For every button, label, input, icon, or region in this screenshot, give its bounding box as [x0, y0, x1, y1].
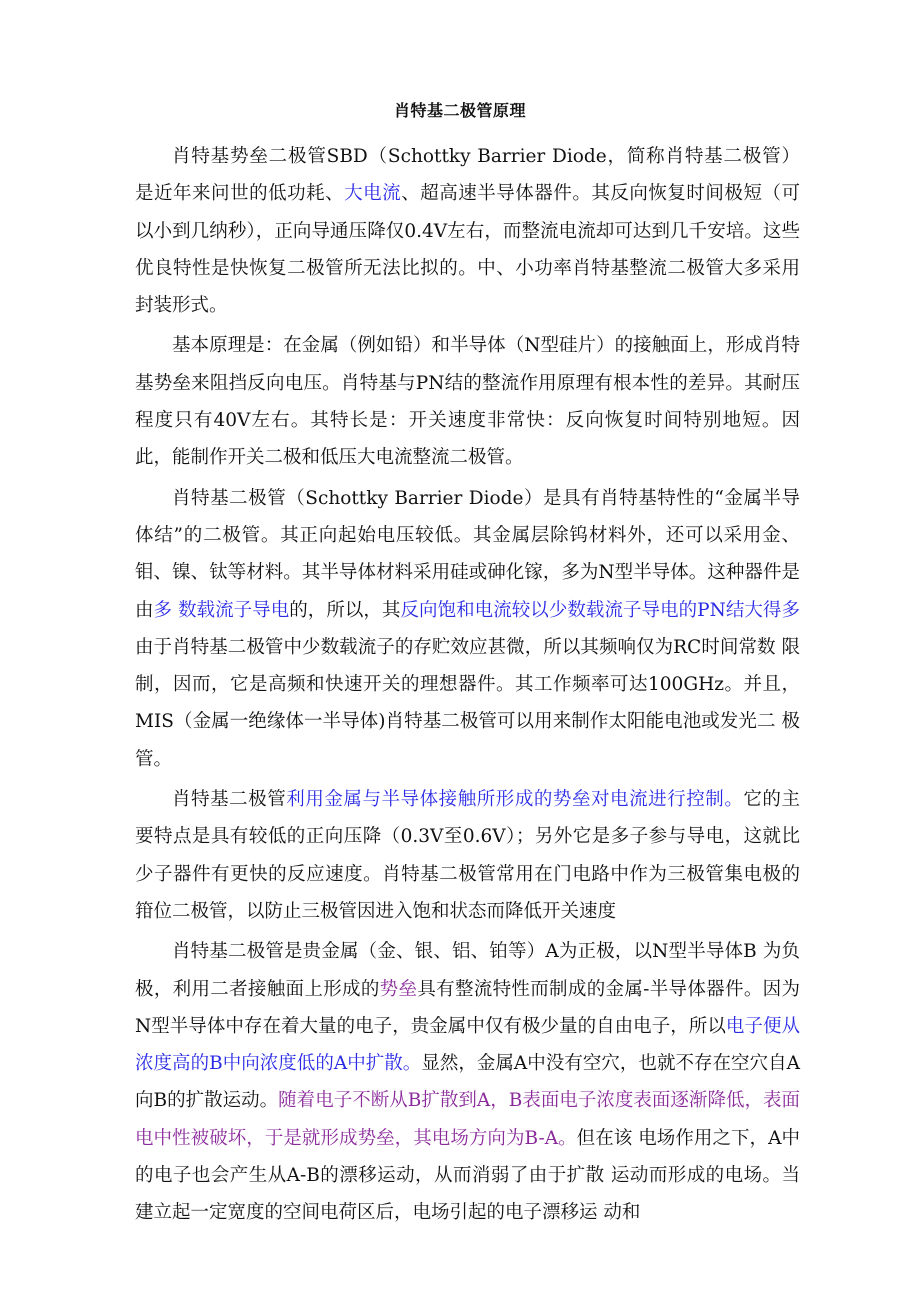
paragraph — [135, 138, 800, 324]
highlighted-text-segment: 电子便从浓度高的B中向浓度低的A中扩散。 — [135, 1015, 800, 1075]
text-segment: 肖特基二极管（Schottky Barrier Diode）是具有肖特基特性的“金属半导体结”的二极管。其正向起始电压较低。其金属层除钨材料外，还可以采用金、钼、镍、钛等材料。其半导体材料采用硅或砷化镓，多为N型半导体。这种器件是由 — [135, 487, 800, 621]
document-title: 肖特基二极管原理 — [393, 101, 526, 120]
text-segment: 的，所以，其 — [289, 599, 401, 621]
highlighted-text-segment: 利用金属与半导体接触所形成的势垒对电流进行控制。 — [286, 789, 744, 811]
highlighted-text-segment: 大电流 — [344, 183, 402, 205]
paragraph — [135, 781, 800, 930]
highlighted-text-segment: 势垒 — [379, 978, 418, 1000]
text-segment: 、超高速半导体器件。其反向恢复时间极短（可以小到几纳秒），正向导通压降仅0.4V左右，而整流电流却可达到几千安培。这些优良特性是快恢复二极管所无法比拟的。中、小功率肖特基整流二极管大多采用封装形式。 — [135, 183, 800, 317]
paragraph — [135, 480, 800, 778]
highlighted-text-segment: 反向饱和电流较以少数载流子导电的PN结大得多 — [400, 599, 800, 621]
highlighted-text-segment: 多 数载流子导电 — [153, 599, 290, 621]
highlighted-text-segment: 随着电子不断从B扩散到A，B表面电子浓度表面逐渐降低，表面电中性被破坏，于是就形成势垒，其电场方向为B-A。 — [135, 1090, 800, 1149]
text-segment: 肖特基二极管是贵金属（金、银、铝、铂等）A为正极，以N型半导体B 为负极，利用二者接触面上形成的 — [135, 941, 800, 1000]
text-segment: 肖特基二极管 — [172, 789, 287, 811]
text-segment: 具有整流特性而制成的金属-半导体器件。因为N型半导体中存在着大量的电子，贵金属中仅有极少量的自由电子，所以 — [135, 978, 800, 1037]
text-segment: 显然，金属A中没有空穴，也就不存在空穴自A向B的扩散运动。 — [135, 1053, 800, 1112]
paragraph — [135, 327, 800, 476]
text-segment: 但在该 电场作用之下，A中的电子也会产生从A-B的漂移运动，从而消弱了由于扩散 运动而形成的电场。当建立起一定宽度的空间电荷区后，电场引起的电子漂移运 动和 — [135, 1127, 800, 1224]
text-segment: 基本原理是：在金属（例如铅）和半导体（N型硅片）的接触面上，形成肖特基势垒来阻挡反向电压。肖特基与PN结的整流作用原理有根本性的差异。其耐压程度只有40V左右。其特长是：开关速度非常快：反向恢复时间特别地短。因此，能制作开关二极和低压大电流整流二极管。 — [135, 335, 800, 469]
text-segment: 它的主要特点是具有较低的正向压降（0.3V至0.6V）；另外它是多子参与导电，这就比少子器件有更快的反应速度。肖特基二极管常用在门电路中作为三极管集电极的箝位二极管，以防止三极管因进入饱和状态而降低开关速度 — [135, 789, 800, 922]
text-segment: 由于肖特基二极管中少数载流子的存贮效应甚微，所以其频响仅为RC时间常数 限制，因而，它是高频和快速开关的理想器件。其工作频率可达100GHz。并且， MIS（金属一绝缘体一半导体)肖特基二极管可以用来制作太阳能电池或发光二 极管。 — [135, 636, 800, 770]
text-segment: 肖特基势垒二极管SBD（Schottky Barrier Diode，简称肖特基二极管）是近年来问世的低功耗、 — [135, 146, 800, 205]
paragraph — [135, 933, 800, 1231]
document-body — [135, 138, 800, 1235]
